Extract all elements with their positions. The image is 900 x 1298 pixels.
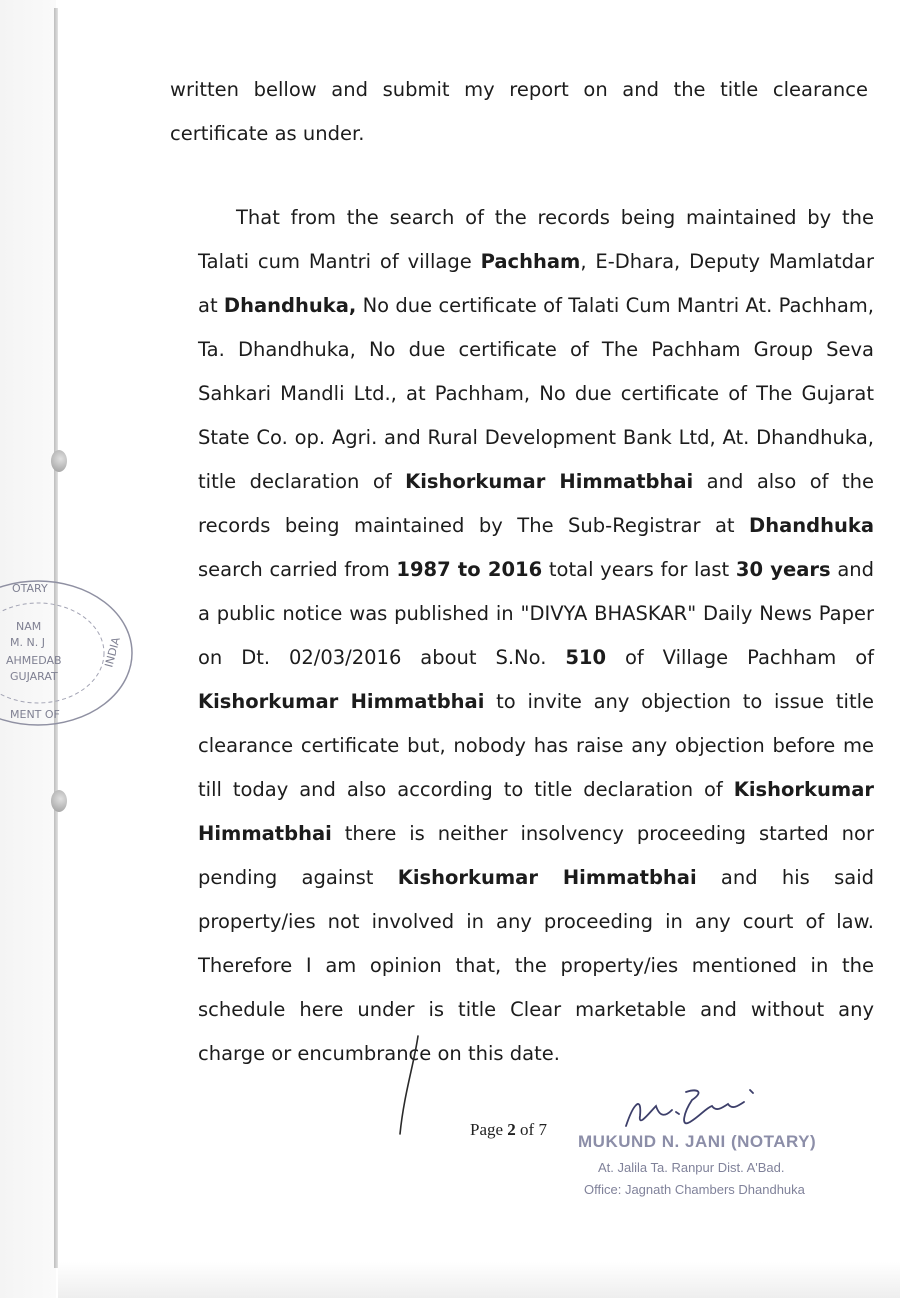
seal-right-text: INDIA <box>102 635 123 669</box>
registrar-location: Dhandhuka <box>749 514 874 537</box>
search-period: 1987 to 2016 <box>396 558 543 581</box>
para-text-9: to invite any objection to issue title clearance certificate but, nobody has raise any objection before me till today and also according to title declaration of <box>198 690 874 801</box>
seal-line-c: AHMEDAB <box>6 654 62 667</box>
page-number-suffix: of 7 <box>515 1120 547 1139</box>
opening-paragraph <box>170 68 868 156</box>
notary-stamp-address: At. Jalila Ta. Ranpur Dist. A'Bad. <box>598 1160 785 1175</box>
owner-name: Kishorkumar Himmatbhai <box>405 470 694 493</box>
para-text-11: and his said property/ies not involved in any proceeding in any court of law. Therefore I am opinion that, the property/ies mentioned in the schedule here under is title Clear marketable and without any charge or encumbrance on this date. <box>198 866 874 1065</box>
punch-hole-bottom <box>51 790 67 812</box>
para-text-5: search carried from <box>198 558 397 581</box>
search-years: 30 years <box>735 558 831 581</box>
owner-name: Kishorkumar Himmatbhai <box>198 690 485 713</box>
para-text-4: and also of the records being maintained by The Sub-Registrar at <box>198 470 874 537</box>
para-text-8: of Village Pachham of <box>606 646 874 669</box>
notary-stamp-name: MUKUND N. JANI (NOTARY) <box>578 1132 817 1151</box>
para-text-10: there is neither insolvency proceeding started nor pending against <box>198 822 874 889</box>
survey-number: 510 <box>565 646 607 669</box>
signature-stroke <box>392 1034 432 1138</box>
notary-signature <box>620 1082 800 1138</box>
village-name: Pachham <box>480 250 581 273</box>
para-text-7: and a public notice was published in "DIVYA BHASKAR" Daily News Paper on Dt. 02/03/2016 about S.No. <box>198 558 874 669</box>
notary-stamp-office: Office: Jagnath Chambers Dhandhuka <box>584 1182 805 1197</box>
seal-top-text: OTARY <box>12 582 48 595</box>
seal-line-b: M. N. J <box>10 636 45 649</box>
search-report-paragraph <box>198 196 874 1076</box>
punch-hole-top <box>51 450 67 472</box>
para-text-3: No due certificate of Talati Cum Mantri At. Pachham, Ta. Dhandhuka, No due certificate of The Pachham Group Seva Sahkari Mandli Ltd., at Pachham, No due certificate of The Gujarat State Co. op. Agri. and Rural Development Bank Ltd, At. Dhandhuka, title declaration of <box>198 294 874 493</box>
seal-bottom-text: MENT OF <box>10 708 60 721</box>
seal-line-a: NAM <box>16 620 42 633</box>
para-text-1: That from the search of the records being maintained by the Talati cum Mantri of village <box>198 206 874 273</box>
seal-line-d: GUJARAT <box>10 670 58 683</box>
page-number-current: 2 <box>507 1120 516 1139</box>
taluka-name: Dhandhuka, <box>223 294 357 317</box>
notary-seal <box>0 578 136 728</box>
opening-paragraph-text: written bellow and submit my report on and the title clearance certificate as under. <box>170 78 868 145</box>
page-number-prefix: Page <box>470 1120 508 1139</box>
page-number <box>470 1120 547 1140</box>
para-text-6: total years for last <box>542 558 736 581</box>
owner-name: Kishorkumar Himmatbhai <box>397 866 697 889</box>
para-text-2: , E-Dhara, Deputy Mamlatdar at <box>198 250 875 317</box>
bottom-shadow <box>58 1262 900 1298</box>
owner-name: Kishorkumar Himmatbhai <box>198 778 874 845</box>
